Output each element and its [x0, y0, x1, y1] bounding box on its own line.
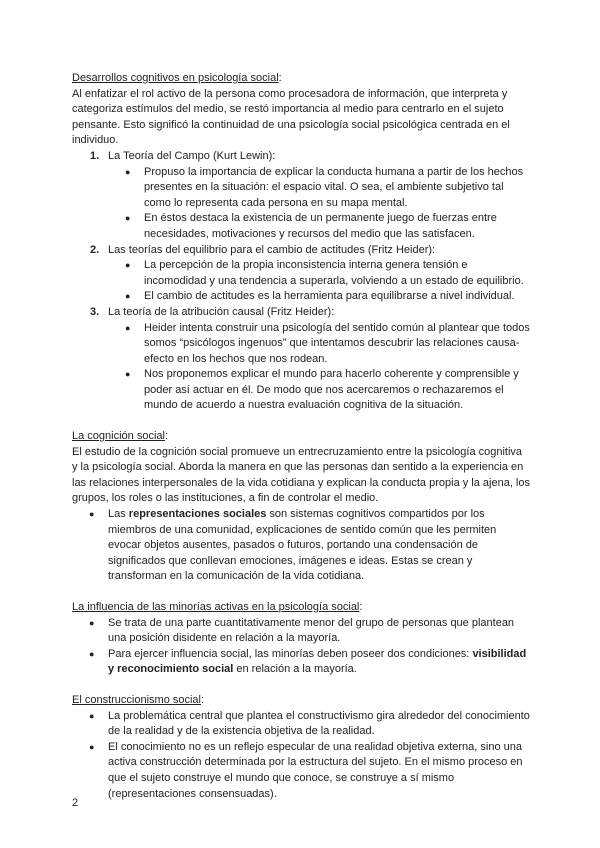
- list-item-equilibrium: 2. Las teorías del equilibrio para el cambio de actitudes (Fritz Heider):: [90, 243, 436, 256]
- page-number: 2: [72, 797, 79, 809]
- section-heading-minorities: La influencia de las minorías activas en la psicología social:: [72, 601, 363, 613]
- list-item: ● Para ejercer influencia social, las minorías deben poseer dos condiciones: visibilidad y reconocimiento social en relación a la mayoría.: [108, 647, 530, 678]
- list-item: ● La problemática central que plantea el constructivismo gira alrededor del conocimiento de la realidad y de la existencia objetiva de la realidad.: [108, 709, 530, 740]
- bullet-list-lewin: [72, 165, 530, 243]
- list-item-attribution: 3. La teoría de la atribución causal (Fritz Heider):: [90, 305, 335, 318]
- section-heading-constructionism: El construccionismo social:: [72, 693, 205, 706]
- bullet-list-minorities: [72, 616, 530, 678]
- list-item: ● El cambio de actitudes es la herramienta para equilibrarse a nivel individual.: [144, 289, 530, 305]
- list-item-lewin: 1. La Teoría del Campo (Kurt Lewin):: [90, 149, 276, 162]
- list-item: ● Las representaciones sociales son sistemas cognitivos compartidos por los miembros de una comunidad, explicaciones de sentido común que les permiten evocar objetos ausentes, pasados o futuros, portando una condensación de significados que conllevan emociones, imágenes e ideas. Estas se crean y transforman en la comunicación de la vida cotidiana.: [108, 507, 530, 585]
- bullet-list-equilibrium: [72, 258, 530, 305]
- section-intro-social-cognition: El estudio de la cognición social promueve un entrecruzamiento entre la psicología cognitiva y la psicología social. Aborda la manera en que las personas dan sentido a la experiencia en las relaciones interpersonales de la vida cotidiana y explican la conducta propia y la ajena, los grupos, los roles o las instituciones, a fin de controlar el medio.: [72, 445, 530, 505]
- section-intro-cognitive: Al enfatizar el rol activo de la persona como procesadora de información, que interpreta y categoriza estímulos del medio, se restó importancia al medio para centrarlo en el sujeto pensante. Esto significó la continuidad de una psicología social psicológica centrada en el individuo.: [72, 87, 510, 147]
- bold-term: visibilidad y reconocimiento social: [108, 647, 527, 676]
- list-item-title: Las teorías del equilibrio para el cambio de actitudes (Fritz Heider):: [108, 243, 436, 256]
- list-item-title: La Teoría del Campo (Kurt Lewin):: [108, 149, 276, 162]
- list-item: ● La percepción de la propia inconsistencia interna genera tensión e incomodidad y una tendencia a superarla, volviendo a un estado de equilibrio.: [144, 258, 530, 289]
- list-item: ● Heider intenta construir una psicología del sentido común al plantear que todos somos “psicólogos ingenuos” que intentamos descubrir las relaciones causa-efecto en los hechos que nos rodean.: [144, 321, 530, 368]
- bullet-list-attribution: [72, 321, 530, 415]
- bullet-list-constructionism: [72, 709, 530, 803]
- list-item: ● El conocimiento no es un reflejo especular de una realidad objetiva externa, sino una activa construcción determinada por la estructura del sujeto. En el mismo proceso en que el sujeto construye el mundo que conoce, se construye a sí mismo (representaciones consensuadas).: [108, 740, 530, 802]
- list-item: ● Propuso la importancia de explicar la conducta humana a partir de los hechos presentes en la situación: el espacio vital. O sea, el ambiente subjetivo tal como lo representa cada persona en su mapa mental.: [144, 165, 530, 212]
- list-item: ● Nos proponemos explicar el mundo para hacerlo coherente y comprensible y poder así actuar en él. De modo que nos acercaremos o rechazaremos el mundo de acuerdo a nuestra evaluación cognitiva de la situación.: [144, 367, 530, 414]
- list-item-title: La teoría de la atribución causal (Fritz Heider):: [108, 305, 335, 318]
- list-item: ● En éstos destaca la existencia de un permanente juego de fuerzas entre necesidades, motivaciones y recursos del medio que las satisfacen.: [144, 211, 530, 242]
- document-page: [72, 71, 530, 802]
- section-heading-social-cognition: La cognición social:: [72, 430, 169, 443]
- theories-list: [72, 149, 530, 165]
- bold-term: representaciones sociales: [128, 508, 267, 521]
- list-item: ● Se trata de una parte cuantitativamente menor del grupo de personas que plantean una posición disidente en relación a la mayoría.: [108, 616, 530, 647]
- bullet-list-social-cognition: [72, 507, 530, 585]
- section-heading-cognitive: Desarrollos cognitivos en psicología social:: [72, 72, 282, 84]
